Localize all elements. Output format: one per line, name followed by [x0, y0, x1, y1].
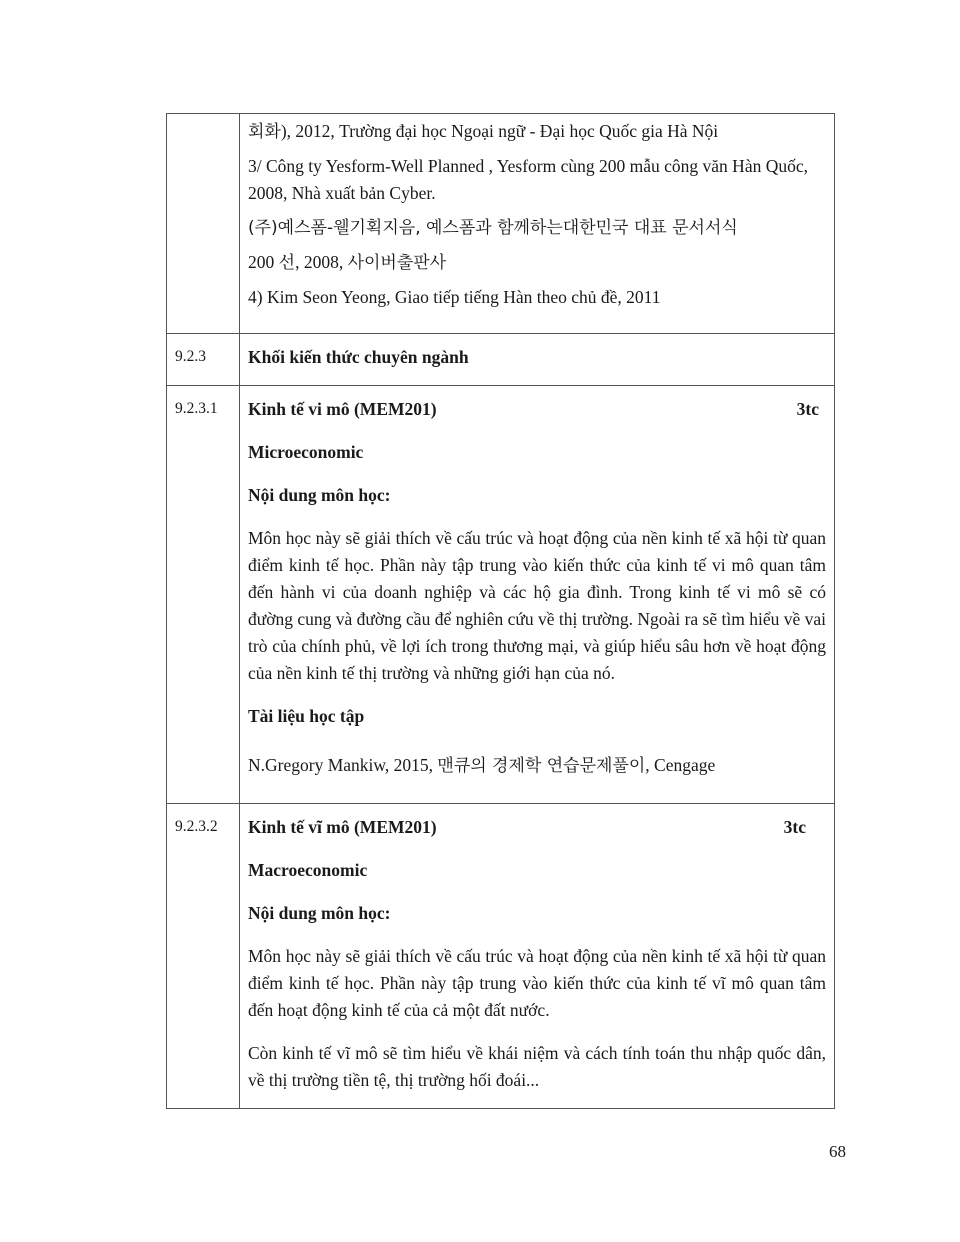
course-title: Kinh tế vĩ mô (MEM201)	[248, 817, 437, 837]
course-description-2: Còn kinh tế vĩ mô sẽ tìm hiểu về khái niệm và cách tính toán thu nhập quốc dân, về thị trường tiền tệ, thị trường hối đoái...	[248, 1043, 826, 1090]
table-row	[167, 114, 835, 334]
material-reference: N.Gregory Mankiw, 2015, 맨큐의 경제학 연습문제풀이, Cengage	[248, 755, 716, 776]
course-credits: 3tc	[796, 399, 819, 419]
table-row	[167, 334, 835, 386]
content-heading: Nội dung môn học:	[248, 485, 391, 505]
content-cell	[240, 386, 835, 804]
course-credits: 3tc	[783, 817, 806, 837]
content-cell	[240, 114, 835, 334]
reference-3: 3/ Công ty Yesform-Well Planned , Yesform cùng 200 mẫu công văn Hàn Quốc, 2008, Nhà xuất bản Cyber.	[248, 156, 808, 203]
page-number: 68	[829, 1142, 846, 1161]
reference-korean-a: (주)예스폼-웰기획지음, 예스폼과 함께하는대한민국 대표 문서서식	[248, 218, 738, 238]
course-description: Môn học này sẽ giải thích về cấu trúc và hoạt động của nền kinh tế xã hội từ quan điểm kinh tế học. Phần này tập trung vào kiến thức của kinh tế vĩ mô quan tâm đến hoạt động kinh tế của cả một đất nước.	[248, 946, 826, 1020]
course-description: Môn học này sẽ giải thích về cấu trúc và hoạt động của nền kinh tế xã hội từ quan điểm kinh tế học. Phần này tập trung vào kiến thức của kinh tế vi mô quan tâm đến hành vi của doanh nghiệp và các hộ gia đình. Trong kinh tế vi mô sẽ có đường cung và đường cầu để nghiên cứu về thị trường. Ngoài ra sẽ tìm hiểu về vai trò của chính phủ, về lợi ích trong thương mại, và giúp hiểu sâu hơn về hoạt động của nền kinh tế thị trường và những giới hạn của nó.	[248, 528, 826, 683]
materials-heading: Tài liệu học tập	[248, 706, 365, 726]
content-heading: Nội dung môn học:	[248, 903, 391, 923]
curriculum-table	[166, 113, 835, 1109]
section-number: 9.2.3.2	[167, 804, 240, 1109]
course-english-title: Microeconomic	[248, 442, 364, 462]
section-number: 9.2.3.1	[167, 386, 240, 804]
course-title-row	[248, 396, 826, 423]
content-cell	[240, 334, 835, 386]
reference-line: 회화), 2012, Trường đại học Ngoại ngữ - Đại học Quốc gia Hà Nội	[248, 121, 719, 142]
number-cell	[167, 114, 240, 334]
reference-korean-b: 200 선, 2008, 사이버출판사	[248, 252, 447, 273]
content-cell	[240, 804, 835, 1109]
table-row	[167, 386, 835, 804]
section-title: Khối kiến thức chuyên ngành	[248, 347, 469, 367]
table-row	[167, 804, 835, 1109]
reference-4: 4) Kim Seon Yeong, Giao tiếp tiếng Hàn theo chủ đề, 2011	[248, 287, 661, 307]
course-title: Kinh tế vi mô (MEM201)	[248, 399, 437, 419]
course-title-row	[248, 814, 826, 841]
section-number: 9.2.3	[167, 334, 240, 386]
course-english-title: Macroeconomic	[248, 860, 368, 880]
